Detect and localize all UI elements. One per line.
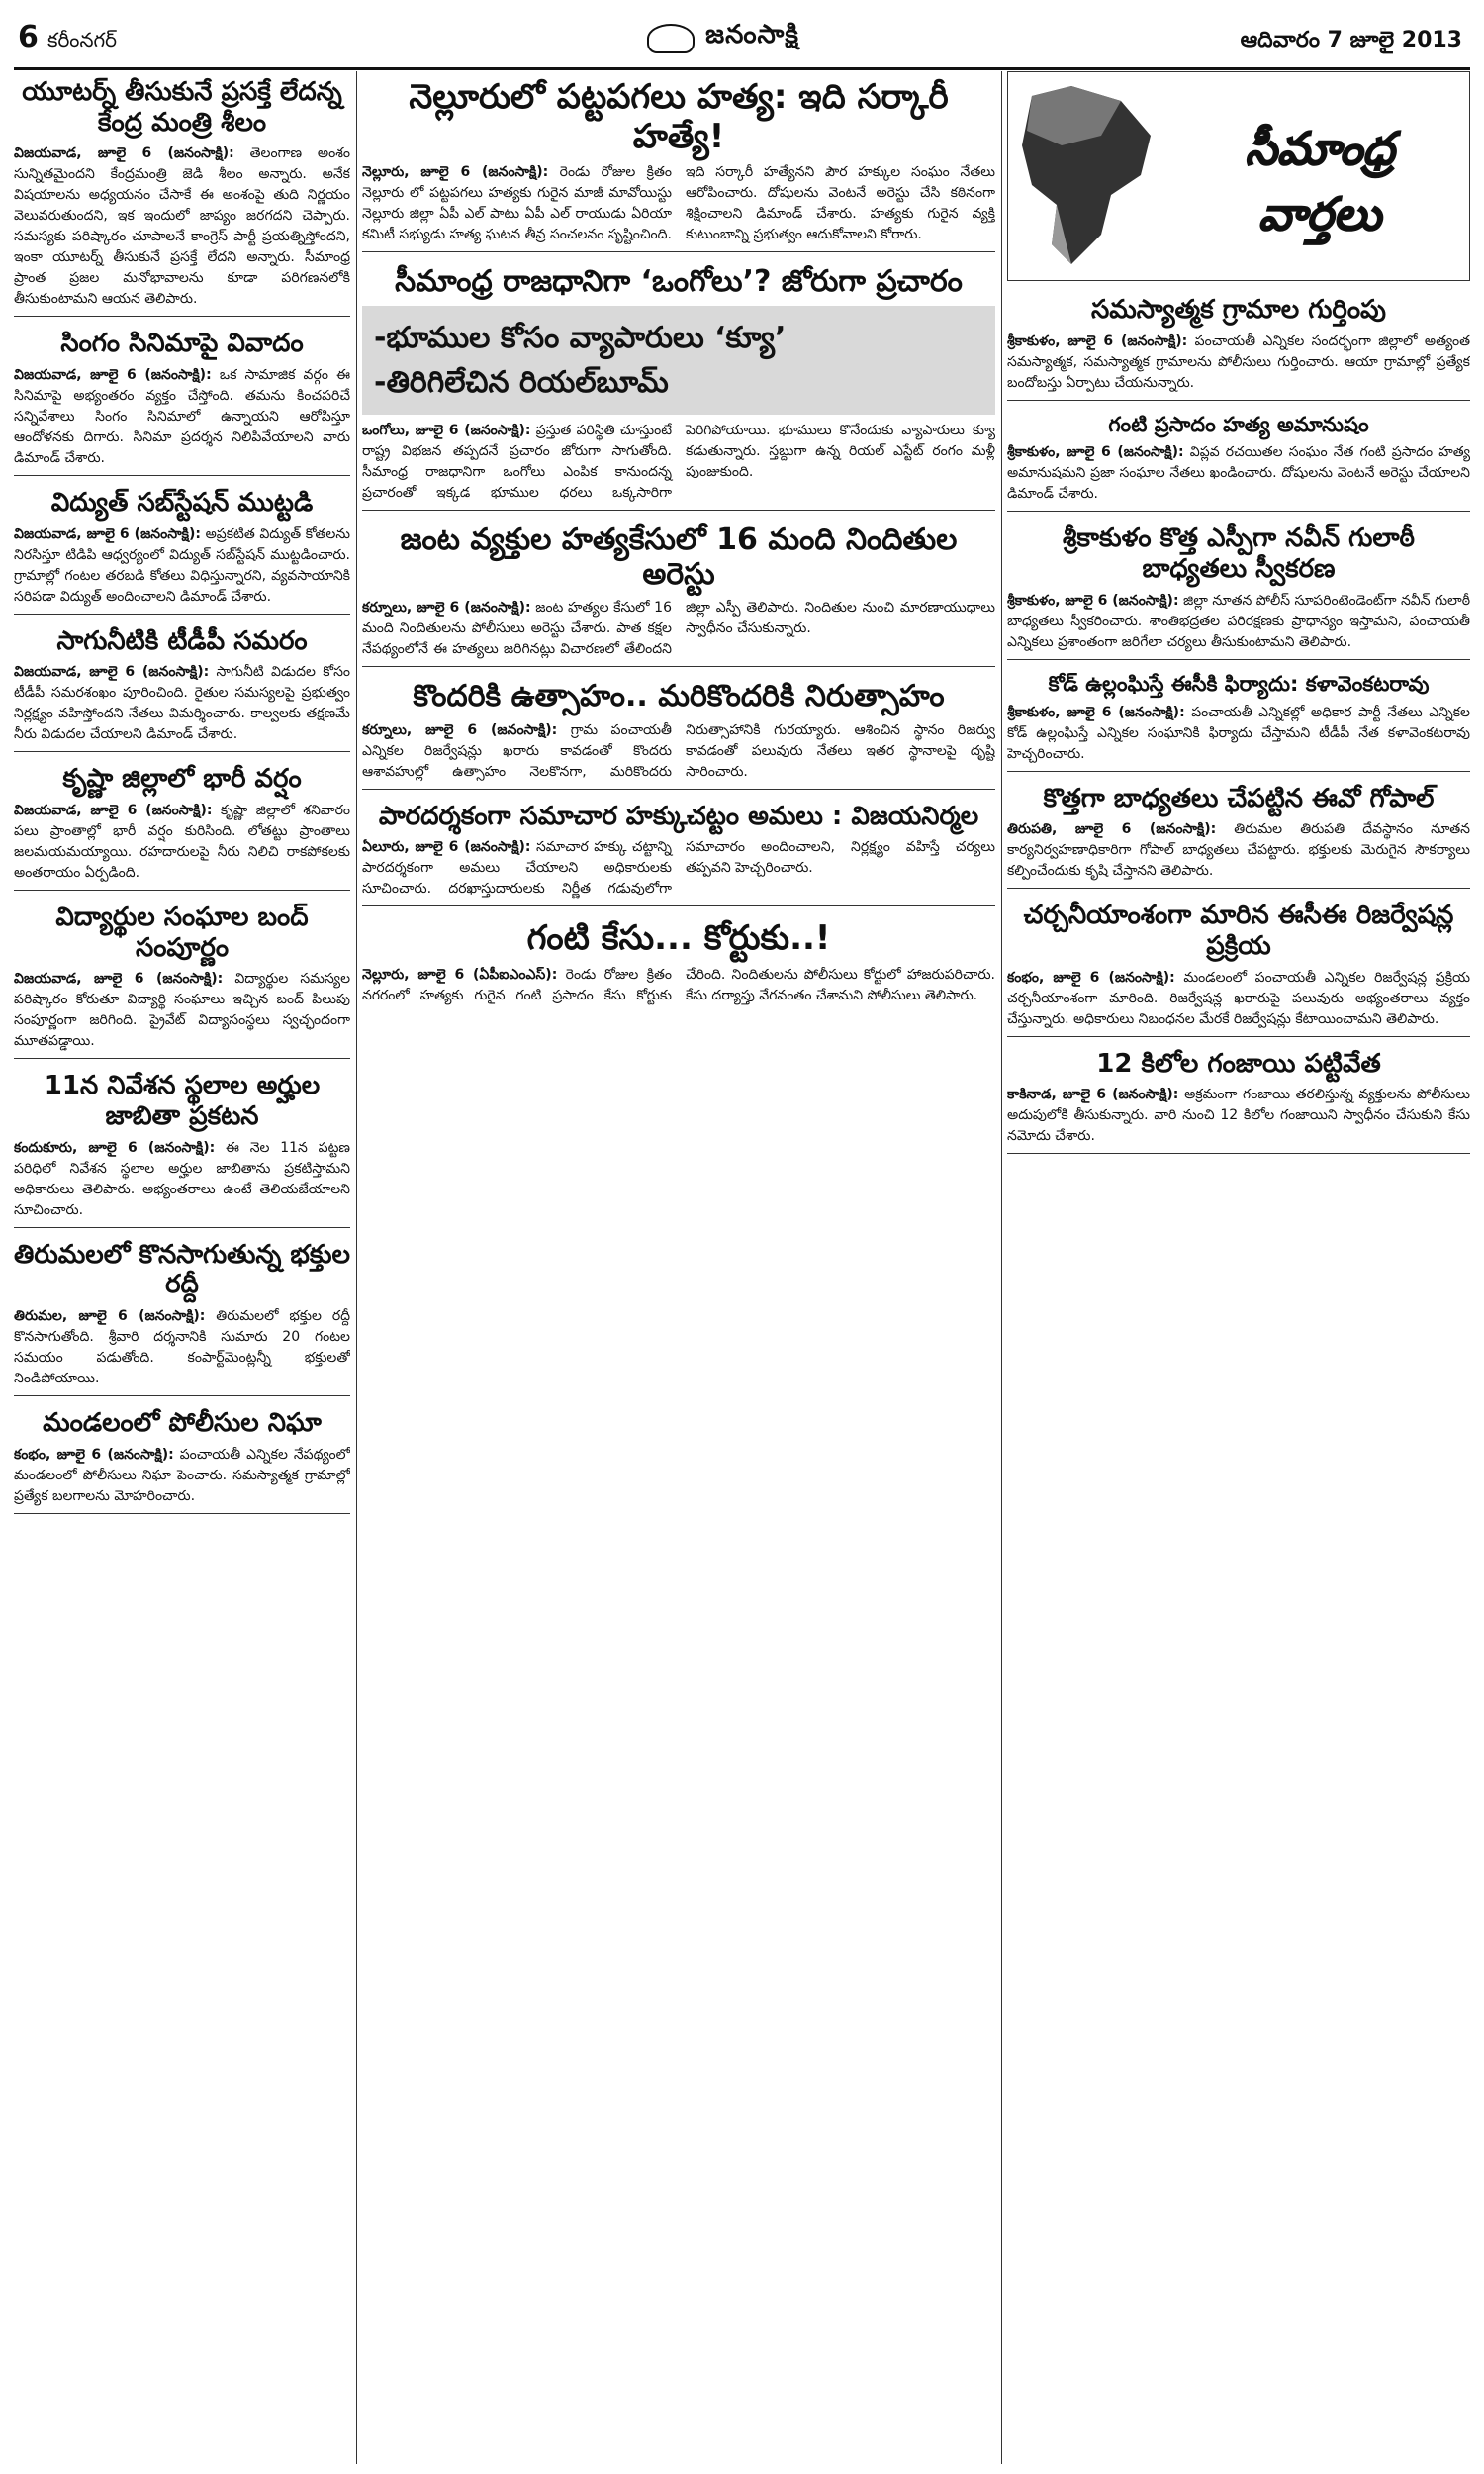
story-arrest bbox=[362, 517, 995, 668]
section-banner-title: సీమాంధ్ర వార్తలు bbox=[1245, 122, 1395, 240]
story-body bbox=[14, 969, 350, 1052]
story-dateline: కంభం, జూలై 6 (జనంసాక్షి): bbox=[1007, 969, 1175, 986]
story bbox=[14, 71, 350, 317]
story-dateline: విజయవాడ, జూలై 6 (జనంసాక్షి): bbox=[14, 367, 212, 384]
column-rule bbox=[356, 71, 357, 2464]
story-text: తిరుమలలో భక్తుల రద్దీ కొనసాగుతోంది. శ్రీవారి దర్శనానికి సుమారు 20 గంటల సమయం పడుతోంది. కంపార్ట్‌మెంట్లన్నీ భక్తులతో నిండిపోయాయి. bbox=[14, 1308, 350, 1387]
story-text: జిల్లా నూతన పోలీస్‌ సూపరింటెండెంట్‌గా నవీన్‌ గులాఠీ బాధ్యతలు స్వీకరించారు. శాంతిభద్రతల పరిరక్షణకు ప్రాధాన్యం ఇస్తామని, పంచాయతీ ఎన్నికలు ప్రశాంతంగా జరిగేలా చర్యలు తీసుకుంటామని తెలిపారు. bbox=[1007, 592, 1470, 650]
page-number: 6 bbox=[18, 20, 39, 54]
story-rti bbox=[362, 796, 995, 907]
story-text: రెండు రోజుల క్రితం నగరంలో హత్యకు గురైన గంటి ప్రసాదం కేసు కోర్టుకు చేరింది. నిందితులను పోలీసులు కోర్టులో హాజరుపరిచారు. కేసు దర్యాప్తు వేగవంతం చేశామని పోలీసులు తెలిపారు. bbox=[362, 966, 995, 1003]
paper-name: జనంసాక్షి bbox=[705, 20, 799, 49]
issue-date: ఆదివారం 7 జూలై 2013 bbox=[1240, 28, 1462, 52]
story-lead bbox=[362, 71, 995, 252]
story-dateline: కంభం, జూలై 6 (జనంసాక్షి): bbox=[14, 1446, 174, 1463]
story-text: సాగునీటి విడుదల కోసం టీడీపీ సమరశంఖం పూరించింది. రైతుల సమస్యలపై ప్రభుత్వం నిర్లక్ష్యం వహిస్తోందని నేతలు విమర్శించారు. కాల్వలకు తక్షణమే నీరు విడుదల చేయాలని డిమాండ్‌ చేశారు. bbox=[14, 664, 350, 743]
story-text: విద్యార్థుల సమస్యల పరిష్కారం కోరుతూ విద్యార్థి సంఘాలు ఇచ్చిన బంద్‌ పిలుపు సంపూర్ణంగా జరిగింది. ప్రైవేట్‌ విద్యాసంస్థలు స్వచ్ఛందంగా మూతపడ్డాయి. bbox=[14, 971, 350, 1050]
story-headline: మండలంలో పోలీసుల నిఘా bbox=[43, 1408, 322, 1439]
story-headline: కోడ్‌ ఉల్లంఘిస్తే ఈసీకి ఫిర్యాదు: కళావెంకటరావు bbox=[1048, 671, 1430, 696]
story bbox=[14, 482, 350, 615]
story-body bbox=[362, 421, 995, 504]
story-headline: సాగునీటికి టీడీపీ సమరం bbox=[56, 625, 308, 656]
story bbox=[14, 620, 350, 753]
highlight-point: -భూముల కోసం వ్యాపారులు ‘క్యూ’ bbox=[374, 320, 787, 355]
story-dateline: విజయవాడ, జూలై 6 (జనంసాక్షి): bbox=[14, 971, 224, 988]
story-body bbox=[14, 365, 350, 469]
story-elections-mood bbox=[362, 673, 995, 789]
story-court bbox=[362, 912, 995, 1011]
story-dateline: విజయవాడ, జూలై 6 (జనంసాక్షి): bbox=[14, 803, 213, 819]
story-headline: విద్యుత్‌ సబ్‌స్టేషన్‌ ముట్టడి bbox=[50, 488, 314, 519]
story-dateline: శ్రీకాకుళం, జూలై 6 (జనంసాక్షి): bbox=[1007, 592, 1179, 609]
column-right bbox=[1007, 71, 1470, 2464]
story-dateline: విజయవాడ, జూలై 6 (జనంసాక్షి): bbox=[14, 525, 201, 542]
paper-logo bbox=[647, 20, 865, 59]
story-text: ప్రస్తుత పరిస్థితి చూస్తుంటే రాష్ట్ర విభజన తప్పదనే ప్రచారం జోరుగా సాగుతోంది. సీమాంధ్ర రాజధానిగా ఒంగోలు ఎంపిక కానుందన్న ప్రచారంతో ఇక్కడ భూముల ధరలు ఒక్కసారిగా పెరిగిపోయాయి. భూములు కొనేందుకు వ్యాపారులు క్యూ కడుతున్నారు. స్తబ్దుగా ఉన్న రియల్‌ ఎస్టేట్‌ రంగం మళ్లీ పుంజుకుంది. bbox=[362, 422, 995, 501]
story-text: పంచాయతీ ఎన్నికల నేపథ్యంలో మండలంలో పోలీసులు నిఘా పెంచారు. సమస్యాత్మక గ్రామాల్లో ప్రత్యేక బలగాలను మోహరించారు. bbox=[14, 1446, 350, 1504]
story-text: ఒక సామాజిక వర్గం ఈ సినిమాపై అభ్యంతరం వ్యక్తం చేస్తోంది. తమను కించపరిచే సన్నివేశాలు సింగం సినిమాలో ఉన్నాయని ఆరోపిస్తూ ఆందోళనకు దిగారు. సినిమా ప్రదర్శన నిలిపివేయాలని వారు డిమాండ్‌ చేశారు. bbox=[14, 367, 350, 467]
story bbox=[1007, 289, 1470, 401]
logo-mark-icon bbox=[647, 24, 695, 53]
story-body bbox=[14, 524, 350, 608]
story-body bbox=[1007, 591, 1470, 653]
story-text: మండలంలో పంచాయతీ ఎన్నికల రిజర్వేషన్ల ప్రక్రియ చర్చనీయాంశంగా మారింది. రిజర్వేషన్ల ఖరారుపై పలువురు అభ్యంతరాలు వ్యక్తం చేస్తున్నారు. అధికారులు నిబంధనల మేరకే రిజర్వేషన్లు కేటాయించామని తెలిపారు. bbox=[1007, 969, 1470, 1027]
story bbox=[1007, 895, 1470, 1036]
story-dateline: తిరుమల, జూలై 6 (జనంసాక్షి): bbox=[14, 1308, 206, 1325]
story-headline: యూటర్న్‌ తీసుకునే ప్రసక్తే లేదన్న కేంద్ర మంత్రి శీలం bbox=[22, 77, 342, 138]
story-text: అక్రమంగా గంజాయి తరలిస్తున్న వ్యక్తులను పోలీసులు అదుపులోకి తీసుకున్నారు. వారి నుంచి 12 కిలోల గంజాయిని స్వాధీనం చేసుకుని కేసు నమోదు చేశారు. bbox=[1007, 1087, 1470, 1145]
story-headline: గంటి ప్రసాదం హత్య అమానుషం bbox=[1108, 412, 1369, 436]
story-dateline: కర్నూలు, జూలై 6 (జనంసాక్షి): bbox=[362, 600, 531, 617]
story-text: సమాచార హక్కు చట్టాన్ని పారదర్శకంగా అమలు చేయాలని అధికారులకు సూచించారు. దరఖాస్తుదారులకు నిర్ణీత గడువులోగా సమాచారం అందించాలని, నిర్లక్ష్యం వహిస్తే చర్యలు తప్పవని హెచ్చరించారు. bbox=[362, 839, 995, 898]
story-body bbox=[14, 1138, 350, 1221]
story-body bbox=[362, 598, 995, 660]
story-headline: సమస్యాత్మక గ్రామాల గుర్తింపు bbox=[1091, 295, 1386, 325]
story bbox=[14, 323, 350, 476]
story-body bbox=[14, 662, 350, 745]
story-body bbox=[14, 143, 350, 310]
story-capital bbox=[362, 258, 995, 510]
story-body bbox=[1007, 968, 1470, 1030]
story-text: తిరుమల తిరుపతి దేవస్థానం నూతన కార్యనిర్వహణాధికారిగా గోపాల్‌ బాధ్యతలు చేపట్టారు. భక్తులకు మెరుగైన సౌకర్యాలు కల్పించేందుకు కృషి చేస్తానని తెలిపారు. bbox=[1007, 821, 1470, 880]
story-body bbox=[362, 720, 995, 783]
column-rule bbox=[1001, 71, 1002, 2464]
story-dateline: శ్రీకాకుళం, జూలై 6 (జనంసాక్షి): bbox=[1007, 704, 1185, 720]
story-headline: నెల్లూరులో పట్టపగలు హత్య: ఇది సర్కారీ హత్యే! bbox=[409, 77, 949, 157]
story bbox=[1007, 407, 1470, 513]
story bbox=[1007, 778, 1470, 890]
story-text: జంట హత్యల కేసులో 16 మంది నిందితులను పోలీసులు అరెస్టు చేశారు. పాత కక్షల నేపథ్యంలోనే ఈ హత్యలు జరిగినట్లు విచారణలో తేలిందని జిల్లా ఎస్పీ తెలిపారు. నిందితుల నుంచి మారణాయుధాలు స్వాధీనం చేసుకున్నారు. bbox=[362, 600, 995, 658]
highlight-point: -తిరిగిలేచిన రియల్‌బూమ్‌ bbox=[374, 364, 669, 400]
story-headline: సింగం సినిమాపై వివాదం bbox=[60, 329, 304, 359]
story-headline: సీమాంధ్ర రాజధానిగా ‘ఒంగోలు’? జోరుగా ప్రచారం bbox=[395, 264, 963, 300]
highlight-box bbox=[362, 306, 995, 415]
story-headline: కృష్ణా జిల్లాలో భారీ వర్షం bbox=[62, 764, 302, 795]
story bbox=[14, 897, 350, 1059]
story-text: ఈ నెల 11న పట్టణ పరిధిలో నివేశన స్థలాల అర్హుల జాబితాను ప్రకటిస్తామని అధికారులు తెలిపారు. అభ్యంతరాలు ఉంటే తెలియజేయాలని సూచించారు. bbox=[14, 1139, 350, 1218]
story bbox=[1007, 1043, 1470, 1155]
story-body bbox=[14, 1306, 350, 1389]
story-headline: కొత్తగా బాధ్యతలు చేపట్టిన ఈవో గోపాల్‌ bbox=[1043, 783, 1435, 813]
story-headline: 11న నివేశన స్థలాల అర్హుల జాబితా ప్రకటన bbox=[44, 1071, 321, 1132]
regional-stories bbox=[1007, 289, 1470, 1154]
story-dateline: నెల్లూరు, జూలై 6 (జనంసాక్షి): bbox=[362, 164, 549, 181]
story-headline: జంట వ్యక్తుల హత్యకేసులో 16 మంది నిందితుల అరెస్టు bbox=[400, 522, 958, 592]
story-body bbox=[14, 801, 350, 884]
story-dateline: శ్రీకాకుళం, జూలై 6 (జనంసాక్షి): bbox=[1007, 444, 1184, 461]
story-dateline: శ్రీకాకుళం, జూలై 6 (జనంసాక్షి): bbox=[1007, 333, 1188, 349]
story-body bbox=[1007, 332, 1470, 394]
story-headline: 12 కిలోల గంజాయి పట్టివేత bbox=[1096, 1048, 1381, 1079]
story-dateline: ఏలూరు, జూలై 6 (జనంసాక్షి): bbox=[362, 839, 531, 856]
state-map-icon bbox=[1012, 76, 1160, 274]
column-center bbox=[362, 71, 995, 2464]
story-body bbox=[362, 162, 995, 245]
story bbox=[1007, 666, 1470, 772]
masthead bbox=[14, 14, 1470, 70]
story-text: రెండు రోజుల క్రితం నెల్లూరు లో పట్టపగలు హత్యకు గురైన మాజీ మావోయిస్టు నెల్లూరు జిల్లా ఏపీ ఎల్‌ పాటు ఏపీ ఎల్‌ రాయుడు ఏరియా కమిటీ సభ్యుడు హత్య ఘటన తీవ్ర సంచలనం సృష్టించింది. ఇది సర్కారీ హత్యేనని పౌర హక్కుల సంఘం నేతలు ఆరోపించారు. దోషులను వెంటనే అరెస్టు చేసి కఠినంగా శిక్షించాలని డిమాండ్‌ చేశారు. హత్యకు గురైన వ్యక్తి కుటుంబాన్ని ప్రభుత్వం ఆదుకోవాలని కోరారు. bbox=[362, 164, 995, 243]
story-text: అప్రకటిత విద్యుత్‌ కోతలను నిరసిస్తూ టిడిపి ఆధ్వర్యంలో విద్యుత్‌ సబ్‌స్టేషన్‌ ముట్టడించారు. గ్రామాల్లో గంటల తరబడి కోతలు విధిస్తున్నారని, వ్యవసాయానికి సరిపడా విద్యుత్‌ అందించాలని డిమాండ్‌ చేశారు. bbox=[14, 525, 350, 605]
column-left bbox=[14, 71, 350, 2464]
story bbox=[1007, 518, 1470, 659]
story-dateline: విజయవాడ, జూలై 6 (జనంసాక్షి): bbox=[14, 145, 234, 162]
story-dateline: నెల్లూరు, జూలై 6 (ఏపీఐఎంఎస్‌): bbox=[362, 966, 558, 983]
story-dateline: కాకినాడ, జూలై 6 (జనంసాక్షి): bbox=[1007, 1087, 1179, 1103]
story bbox=[14, 1065, 350, 1227]
story-headline: విద్యార్థుల సంఘాల బంద్‌ సంపూర్ణం bbox=[55, 903, 309, 963]
story-body bbox=[1007, 442, 1470, 505]
story-body bbox=[1007, 1085, 1470, 1147]
story-dateline: కర్నూలు, జూలై 6 (జనంసాక్షి): bbox=[362, 721, 558, 738]
story-headline: శ్రీకాకుళం కొత్త ఎస్పీగా నవీన్‌ గులాఠీ బాధ్యతలు స్వీకరణ bbox=[1063, 523, 1415, 585]
story-body bbox=[362, 837, 995, 900]
section-banner bbox=[1007, 71, 1470, 281]
story-text: కృష్ణా జిల్లాలో శనివారం పలు ప్రాంతాల్లో భారీ వర్షం కురిసింది. లోతట్టు ప్రాంతాలు జలమయమయ్యాయి. రహదారులపై నీరు నిలిచి రాకపోకలకు అంతరాయం ఏర్పడింది. bbox=[14, 803, 350, 882]
story-text: పంచాయతీ ఎన్నికల్లో అధికార పార్టీ నేతలు ఎన్నికల కోడ్‌ ఉల్లంఘిస్తే ఎన్నికల సంఘానికి ఫిర్యాదు చేస్తామని టీడీపీ నేత కళావెంకటరావు హెచ్చరించారు. bbox=[1007, 704, 1470, 762]
story-text: తెలంగాణ అంశం సున్నితమైందని కేంద్రమంత్రి జెడి శీలం అన్నారు. అనేక విషయాలను అధ్యయనం చేసాకే ఈ అంశంపై తుది నిర్ణయం వెలువరుతుందని, ఇక ఇందులో జాప్యం జరగదని చెప్పారు. సమస్యకు పరిష్కారం చూపాలనే కాంగ్రెస్ పార్టీ ప్రయత్నిస్తోందని, ఇంకా యూటర్న్‌ తీసుకునే ప్రసక్తే లేదని అన్నారు. సీమాంధ్ర ప్రాంత ప్రజల మనోభావాలను కూడా పరిగణనలోకి తీసుకుంటామని ఆయన తెలిపారు. bbox=[14, 145, 350, 308]
story-headline: కొందరికి ఉత్సాహం.. మరికొందరికి నిరుత్సాహం bbox=[413, 679, 945, 714]
story-text: పంచాయతీ ఎన్నికల సందర్భంగా జిల్లాలో అత్యంత సమస్యాత్మక, సమస్యాత్మక గ్రామాలను పోలీసులు గుర్తించారు. ఆయా గ్రామాల్లో ప్రత్యేక బందోబస్తు ఏర్పాటు చేయనున్నారు. bbox=[1007, 333, 1470, 391]
story-text: విప్లవ రచయితల సంఘం నేత గంటి ప్రసాదం హత్య అమానుషమని ప్రజా సంఘాల నేతలు ఖండించారు. దోషులను వెంటనే అరెస్టు చేయాలని డిమాండ్‌ చేశారు. bbox=[1007, 444, 1470, 503]
story bbox=[14, 758, 350, 891]
story-headline: చర్చనీయాంశంగా మారిన ఈసీఈ రిజర్వేషన్ల ప్రక్రియ bbox=[1023, 901, 1454, 961]
story-dateline: తిరుపతి, జూలై 6 (జనంసాక్షి): bbox=[1007, 821, 1217, 838]
story-body bbox=[362, 965, 995, 1006]
story-body bbox=[1007, 819, 1470, 882]
story-headline: పారదర్శకంగా సమాచార హక్కుచట్టం అమలు : విజయనిర్మల bbox=[378, 801, 979, 831]
story-headline: తిరుమలలో కొనసాగుతున్న భక్తుల రద్దీ bbox=[14, 1239, 350, 1300]
story-dateline: ఒంగోలు, జూలై 6 (జనంసాక్షి): bbox=[362, 422, 531, 438]
story-text: గ్రామ పంచాయతీ ఎన్నికల రిజర్వేషన్లు ఖరారు కావడంతో కొందరు ఆశావహుల్లో ఉత్సాహం నెలకొనగా, మరికొందరు నిరుత్సాహానికి గురయ్యారు. ఆశించిన స్థానం రిజర్వు కావడంతో పలువురు నేతలు ఇతర స్థానాలపై దృష్టి సారించారు. bbox=[362, 721, 995, 780]
story-dateline: విజయవాడ, జూలై 6 (జనంసాక్షి): bbox=[14, 664, 210, 681]
story bbox=[14, 1234, 350, 1396]
story-body bbox=[14, 1445, 350, 1507]
story bbox=[14, 1402, 350, 1514]
story-dateline: కందుకూరు, జూలై 6 (జనంసాక్షి): bbox=[14, 1139, 216, 1156]
story-body bbox=[1007, 703, 1470, 765]
story-headline: గంటి కేసు... కోర్టుకు..! bbox=[526, 918, 831, 959]
edition-place: కరీంనగర్ bbox=[47, 28, 117, 51]
